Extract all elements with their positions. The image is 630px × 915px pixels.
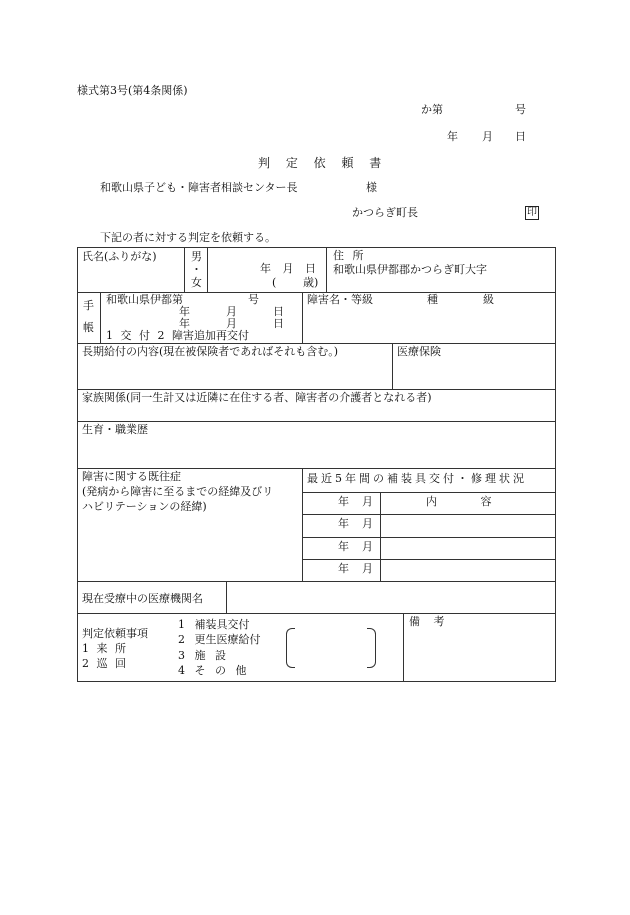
aid-row-year: 年 [338, 562, 349, 575]
aid-row-month: 月 [362, 562, 373, 575]
handbook-date2-year: 年 [179, 317, 190, 330]
bracket-left [286, 628, 295, 668]
history-label: 障害に関する既往症 [82, 470, 181, 483]
handbook-date2-day: 日 [273, 317, 284, 330]
request-items-label: 判定依頼事項 [82, 627, 148, 640]
remarks-label: 備 考 [409, 615, 445, 628]
age-open: ( [272, 276, 277, 289]
handbook-number-suffix: 号 [248, 293, 259, 306]
sex-male: 男 [191, 250, 202, 263]
long-term-benefit-label: 長期給付の内容(現在被保険者であればそれも含む。) [82, 345, 339, 358]
address-label: 住 所 [333, 249, 364, 262]
address-value: 和歌山県伊都郡かつらぎ町大字 [333, 263, 487, 276]
sender: かつらぎ町長 [352, 206, 418, 219]
sex-female: 女 [191, 276, 202, 289]
aid-row-month: 月 [362, 517, 373, 530]
form-number: 様式第3号(第4条関係) [77, 84, 188, 97]
request-item-1: 1 補装具交付 [178, 618, 250, 631]
medical-insurance-label: 医療保険 [397, 345, 441, 358]
addressee-honorific: 様 [366, 181, 377, 194]
history-note-line2: ハビリテーションの経緯) [82, 500, 207, 513]
col-month: 月 [362, 495, 373, 508]
request-text: 下記の者に対する判定を依頼する。 [100, 231, 276, 244]
document-number-prefix: か第 [421, 103, 443, 116]
handbook-date1-year: 年 [179, 305, 190, 318]
handbook-date2-month: 月 [226, 317, 237, 330]
age-close: 歳) [303, 276, 319, 289]
request-item-2: 2 更生医療給付 [178, 633, 261, 646]
birth-date: 年 月 日 [260, 262, 316, 275]
disability-label: 障害名・等級 [307, 293, 373, 306]
document-number-suffix: 号 [515, 103, 526, 116]
recent-aids-label: 最近5年間の補装具交付・修理状況 [307, 472, 527, 485]
handbook-date1-day: 日 [273, 305, 284, 318]
seal-mark: 印 [527, 207, 537, 218]
visit-option-2: 2 巡 回 [82, 657, 126, 670]
visit-option-1: 1 来 所 [82, 642, 126, 655]
disability-kind: 種 [427, 293, 438, 306]
disability-grade: 級 [483, 293, 494, 306]
current-institution-label: 現在受療中の医療機関名 [82, 592, 203, 605]
handbook-date1-month: 月 [226, 305, 237, 318]
request-form-table [77, 247, 556, 682]
family-relations-label: 家族関係(同一生計又は近隣に在住する者、障害者の介護者となれる者) [82, 391, 432, 404]
handbook-label-bottom: 帳 [83, 321, 94, 334]
request-item-4: 4 そ の 他 [178, 664, 247, 677]
document-title: 判 定 依 頼 書 [258, 156, 388, 170]
handbook-number-prefix: 和歌山県伊都第 [106, 293, 183, 306]
handbook-label-top: 手 [83, 299, 94, 312]
date-day: 日 [515, 130, 526, 143]
col-year: 年 [338, 495, 349, 508]
request-item-3: 3 施 設 [178, 649, 226, 662]
aid-row-year: 年 [338, 517, 349, 530]
date-year: 年 [447, 130, 458, 143]
aid-row-year: 年 [338, 540, 349, 553]
date-month: 月 [482, 130, 493, 143]
bracket-right [367, 628, 376, 668]
aid-row-month: 月 [362, 540, 373, 553]
addressee: 和歌山県子ども・障害者相談センター長 [100, 181, 298, 194]
col-content: 内 容 [426, 495, 492, 508]
career-label: 生育・職業歴 [82, 423, 148, 436]
handbook-issue-type: 1 交 付 2 障害追加再交付 [106, 329, 249, 342]
name-label: 氏名(ふりがな) [82, 250, 157, 263]
sex-separator: ・ [191, 263, 202, 276]
history-note-line1: (発病から障害に至るまでの経緯及びリ [82, 485, 274, 498]
